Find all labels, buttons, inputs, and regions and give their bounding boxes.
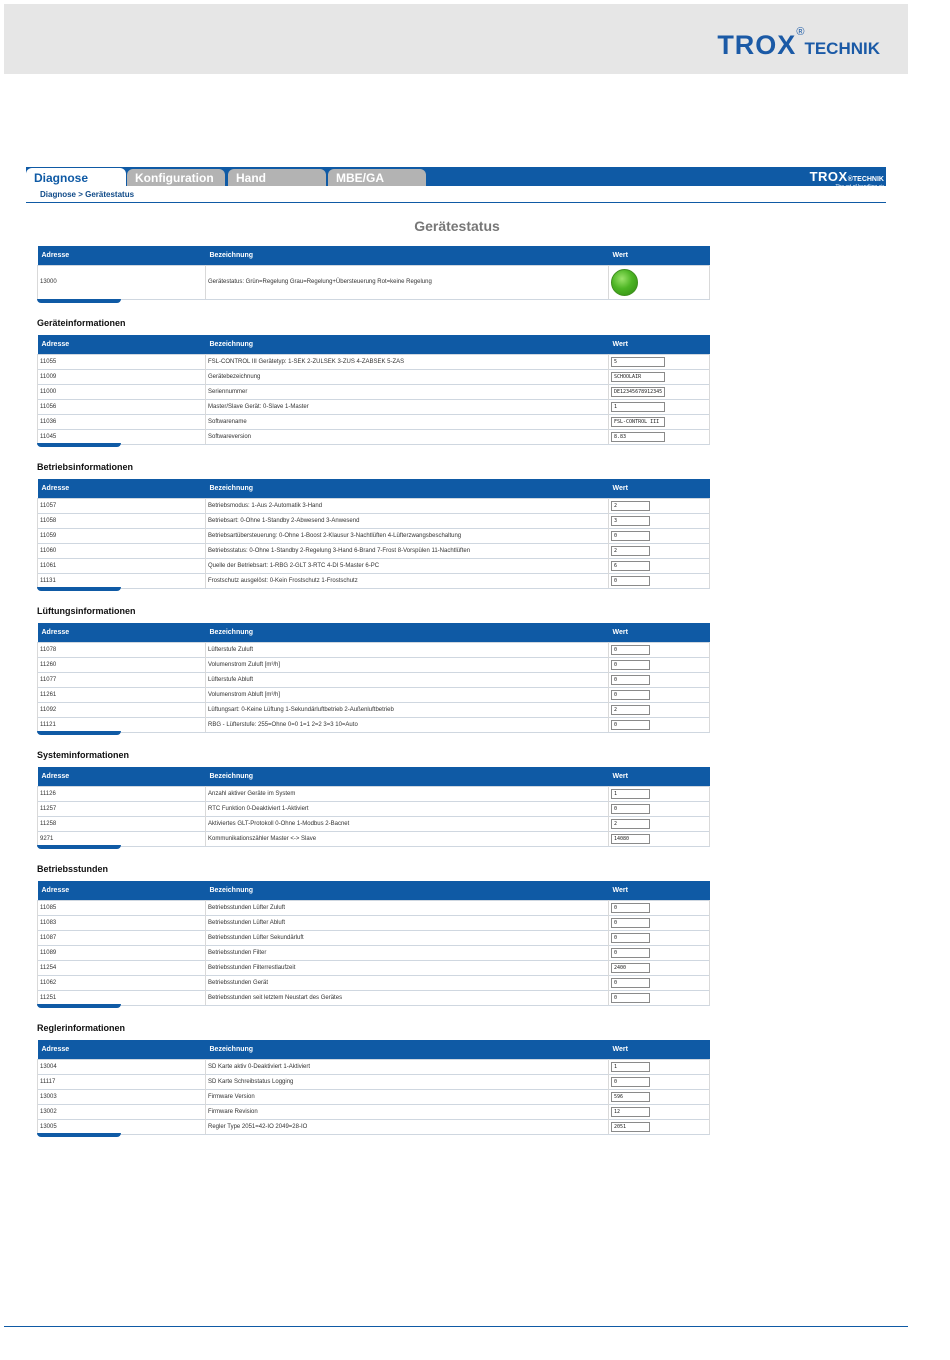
- table-row: [38, 528, 710, 543]
- column-header-address: Adresse: [38, 1040, 206, 1059]
- table-row: [38, 900, 710, 915]
- cell-description: Betriebsstunden seit letztem Neustart des Gerätes: [206, 990, 609, 1005]
- cell-value: [609, 1074, 710, 1089]
- cell-value: [609, 672, 710, 687]
- table-row: [38, 1074, 710, 1089]
- cell-address: 11089: [38, 945, 206, 960]
- column-header-description: Bezeichnung: [206, 335, 609, 354]
- cell-address: 11131: [38, 573, 206, 588]
- value-field[interactable]: 0: [611, 933, 650, 943]
- value-field[interactable]: 2: [611, 501, 650, 511]
- cell-description: Betriebsstunden Lüfter Zuluft: [206, 900, 609, 915]
- cell-address: 11254: [38, 960, 206, 975]
- cell-value: [609, 513, 710, 528]
- table-header-row: [38, 1040, 710, 1059]
- cell-address: 13003: [38, 1089, 206, 1104]
- cell-description: Volumenstrom Zuluft [m³/h]: [206, 657, 609, 672]
- column-header-value: Wert: [609, 881, 710, 900]
- tab-diagnose[interactable]: Diagnose: [26, 168, 126, 187]
- table-row: [38, 945, 710, 960]
- value-field[interactable]: 1: [611, 402, 665, 412]
- table-systeminformationen: [37, 767, 710, 847]
- table-reglerinformationen: [37, 1040, 710, 1135]
- cell-value: [609, 990, 710, 1005]
- cell-address: 11009: [38, 369, 206, 384]
- table-row: [38, 657, 710, 672]
- cell-value: [609, 717, 710, 732]
- cell-address: 11058: [38, 513, 206, 528]
- table-row: [38, 672, 710, 687]
- cell-value: [609, 687, 710, 702]
- column-header-description: Bezeichnung: [206, 479, 609, 498]
- table-geraeteinformationen: [37, 335, 710, 445]
- table-row: [38, 498, 710, 513]
- value-field[interactable]: 12: [611, 1107, 650, 1117]
- cell-value: [609, 915, 710, 930]
- table-row: [38, 642, 710, 657]
- cell-value: [609, 543, 710, 558]
- cell-address: 11087: [38, 930, 206, 945]
- value-field[interactable]: 1: [611, 1062, 650, 1072]
- cell-address: 11085: [38, 900, 206, 915]
- cell-value: [609, 399, 710, 414]
- table-row: [38, 816, 710, 831]
- cell-address: 11000: [38, 384, 206, 399]
- value-field[interactable]: 8.83: [611, 432, 665, 442]
- table-row: [38, 687, 710, 702]
- table-row: [38, 990, 710, 1005]
- cell-value: [609, 702, 710, 717]
- tab-bar-logo: TROX®TECHNIK The art of handling air: [809, 169, 884, 190]
- cell-address: 11121: [38, 717, 206, 732]
- section-title-systeminformationen: Systeminformationen: [37, 750, 130, 760]
- cell-value: [609, 369, 710, 384]
- cell-description: Aktiviertes GLT-Protokoll 0-Ohne 1-Modbus 2-Bacnet: [206, 816, 609, 831]
- cell-description: FSL-CONTROL III Gerätetyp: 1-SEK 2-ZULSEK 3-ZUS 4-ZABSEK 5-ZAS: [206, 354, 609, 369]
- cell-address: 11078: [38, 642, 206, 657]
- cell-description: Firmware Version: [206, 1089, 609, 1104]
- column-header-address: Adresse: [38, 246, 206, 265]
- value-field[interactable]: 6: [611, 561, 650, 571]
- cell-value: [609, 384, 710, 399]
- table-header-row: [38, 767, 710, 786]
- value-field[interactable]: 0: [611, 690, 650, 700]
- table-tab-marker: [37, 443, 121, 447]
- cell-address: 13004: [38, 1059, 206, 1074]
- table-row: [38, 960, 710, 975]
- cell-description: Softwareversion: [206, 429, 609, 444]
- value-field[interactable]: 2: [611, 705, 650, 715]
- cell-address: 11260: [38, 657, 206, 672]
- cell-address: 11056: [38, 399, 206, 414]
- table-row: [38, 513, 710, 528]
- column-header-description: Bezeichnung: [206, 1040, 609, 1059]
- value-field[interactable]: 0: [611, 1077, 650, 1087]
- value-field[interactable]: 5: [611, 357, 665, 367]
- cell-description: Lüftungsart: 0-Keine Lüftung 1-Sekundärluftbetrieb 2-Außenluftbetrieb: [206, 702, 609, 717]
- status-indicator-icon: [611, 269, 638, 296]
- cell-value: [609, 975, 710, 990]
- column-header-value: Wert: [609, 767, 710, 786]
- value-field[interactable]: 0: [611, 903, 650, 913]
- column-header-address: Adresse: [38, 767, 206, 786]
- cell-value: [609, 498, 710, 513]
- cell-address: 13002: [38, 1104, 206, 1119]
- table-row: [38, 702, 710, 717]
- table-row: [38, 930, 710, 945]
- table-row: [38, 801, 710, 816]
- cell-address: 13005: [38, 1119, 206, 1134]
- column-header-description: Bezeichnung: [206, 881, 609, 900]
- cell-value: [609, 558, 710, 573]
- cell-address: 13000: [38, 265, 206, 299]
- value-field[interactable]: 1: [611, 789, 650, 799]
- cell-description: Anzahl aktiver Geräte im System: [206, 786, 609, 801]
- column-header-address: Adresse: [38, 335, 206, 354]
- section-title-reglerinformationen: Reglerinformationen: [37, 1023, 126, 1033]
- tab-konfiguration[interactable]: Konfiguration: [127, 169, 225, 186]
- value-field[interactable]: 2051: [611, 1122, 650, 1132]
- table-row: [38, 558, 710, 573]
- cell-value: [609, 831, 710, 846]
- cell-value: [609, 265, 710, 299]
- column-header-address: Adresse: [38, 623, 206, 642]
- column-header-value: Wert: [609, 1040, 710, 1059]
- column-header-description: Bezeichnung: [206, 767, 609, 786]
- cell-value: [609, 816, 710, 831]
- table-row: [38, 831, 710, 846]
- cell-address: 11258: [38, 816, 206, 831]
- value-field[interactable]: 2: [611, 546, 650, 556]
- cell-address: 11092: [38, 702, 206, 717]
- table-tab-marker: [37, 845, 121, 849]
- column-header-value: Wert: [609, 623, 710, 642]
- cell-description: Lüfterstufe Zuluft: [206, 642, 609, 657]
- tab-hand-steuerung[interactable]: Hand Steuerung: [228, 169, 326, 186]
- value-field[interactable]: 14080: [611, 834, 650, 844]
- table-betriebsinformationen: [37, 479, 710, 589]
- cell-description: Firmware Revision: [206, 1104, 609, 1119]
- cell-value: [609, 528, 710, 543]
- table-tab-marker: [37, 299, 121, 303]
- table-row: [38, 414, 710, 429]
- cell-value: [609, 414, 710, 429]
- cell-value: [609, 1089, 710, 1104]
- value-field[interactable]: 0: [611, 660, 650, 670]
- cell-address: 11251: [38, 990, 206, 1005]
- table-tab-marker: [37, 587, 121, 591]
- table-row: [38, 1059, 710, 1074]
- cell-value: [609, 900, 710, 915]
- cell-value: [609, 801, 710, 816]
- cell-description: Betriebsstunden Lüfter Abluft: [206, 915, 609, 930]
- table-row: [38, 1089, 710, 1104]
- table-header-row: [38, 335, 710, 354]
- cell-description: SD Karte aktiv 0-Deaktiviert 1-Aktiviert: [206, 1059, 609, 1074]
- cell-address: 11060: [38, 543, 206, 558]
- value-field[interactable]: 0: [611, 531, 650, 541]
- cell-description: Gerätebezeichnung: [206, 369, 609, 384]
- cell-description: Betriebsstunden Gerät: [206, 975, 609, 990]
- status-table: [37, 246, 710, 300]
- cell-value: [609, 642, 710, 657]
- value-field[interactable]: 0: [611, 948, 650, 958]
- cell-address: 11055: [38, 354, 206, 369]
- cell-description: RTC Funktion 0-Deaktiviert 1-Aktiviert: [206, 801, 609, 816]
- cell-value: [609, 1119, 710, 1134]
- section-title-betriebsstunden: Betriebsstunden: [37, 864, 109, 874]
- cell-value: [609, 657, 710, 672]
- table-tab-marker: [37, 1133, 121, 1137]
- cell-address: 11045: [38, 429, 206, 444]
- page-title: Gerätestatus: [414, 218, 500, 234]
- cell-value: [609, 930, 710, 945]
- table-row: [38, 786, 710, 801]
- cell-address: 11062: [38, 975, 206, 990]
- cell-address: 9271: [38, 831, 206, 846]
- table-tab-marker: [37, 1004, 121, 1008]
- value-field[interactable]: DE12345678912345: [611, 387, 665, 397]
- value-field[interactable]: 0: [611, 576, 650, 586]
- cell-value: [609, 945, 710, 960]
- breadcrumb[interactable]: Diagnose > Gerätestatus: [40, 190, 135, 199]
- cell-description: Betriebsstunden Filterrestlaufzeit: [206, 960, 609, 975]
- cell-description: Regler Type 2051=42-IO 2049=28-IO: [206, 1119, 609, 1134]
- table-header-row: [38, 623, 710, 642]
- cell-description: Betriebsstunden Filter: [206, 945, 609, 960]
- cell-address: 11077: [38, 672, 206, 687]
- value-field[interactable]: 0: [611, 918, 650, 928]
- column-header-value: Wert: [609, 335, 710, 354]
- value-field[interactable]: 596: [611, 1092, 650, 1102]
- table-header-row: [38, 881, 710, 900]
- column-header-description: Bezeichnung: [206, 623, 609, 642]
- cell-value: [609, 1104, 710, 1119]
- table-row: [38, 429, 710, 444]
- column-header-value: Wert: [609, 246, 710, 265]
- cell-description: RBG - Lüfterstufe: 255=Ohne 0=0 1=1 2=2 3=3 10=Auto: [206, 717, 609, 732]
- cell-value: [609, 429, 710, 444]
- table-row: [38, 369, 710, 384]
- table-header-row: [38, 479, 710, 498]
- cell-description: Betriebsstatus: 0-Ohne 1-Standby 2-Regelung 3-Hand 6-Brand 7-Frost 8-Vorspülen 11-Nachtlüften: [206, 543, 609, 558]
- section-title-betriebsinformationen: Betriebsinformationen: [37, 462, 134, 472]
- table-tab-marker: [37, 731, 121, 735]
- column-header-address: Adresse: [38, 881, 206, 900]
- table-row: [38, 915, 710, 930]
- cell-address: 11257: [38, 801, 206, 816]
- cell-description: Volumenstrom Abluft [m³/h]: [206, 687, 609, 702]
- table-lueftungsinformationen: [37, 623, 710, 733]
- cell-description: Betriebsartübersteuerung: 0-Ohne 1-Boost 2-Klausur 3-Nachtlüften 4-Lüfterzwangsbeschaltung: [206, 528, 609, 543]
- cell-description: Frostschutz ausgelöst: 0-Kein Frostschutz 1-Frostschutz: [206, 573, 609, 588]
- cell-address: 11117: [38, 1074, 206, 1089]
- table-row: [38, 384, 710, 399]
- cell-description: Lüfterstufe Abluft: [206, 672, 609, 687]
- cell-description: Gerätestatus: Grün=Regelung Grau=Regelung+Übersteuerung Rot=keine Regelung: [206, 265, 609, 299]
- column-header-address: Adresse: [38, 479, 206, 498]
- cell-description: Betriebsmodus: 1-Aus 2-Automatik 3-Hand: [206, 498, 609, 513]
- value-field[interactable]: 3: [611, 516, 650, 526]
- section-title-lueftungsinformationen: Lüftungsinformationen: [37, 606, 136, 616]
- cell-description: Betriebsstunden Lüfter Sekundärluft: [206, 930, 609, 945]
- value-field[interactable]: 0: [611, 675, 650, 685]
- cell-address: 11057: [38, 498, 206, 513]
- table-row: [38, 1119, 710, 1134]
- cell-value: [609, 354, 710, 369]
- cell-value: [609, 1059, 710, 1074]
- value-field[interactable]: 0: [611, 804, 650, 814]
- table-row: [38, 265, 710, 299]
- value-field[interactable]: 2: [611, 819, 650, 829]
- cell-value: [609, 786, 710, 801]
- value-field[interactable]: 2400: [611, 963, 650, 973]
- value-field[interactable]: 0: [611, 720, 650, 730]
- document-header: [4, 4, 908, 74]
- table-row: [38, 399, 710, 414]
- cell-description: Softwarename: [206, 414, 609, 429]
- table-row: [38, 354, 710, 369]
- cell-address: 11061: [38, 558, 206, 573]
- section-title-geraeteinformationen: Geräteinformationen: [37, 318, 126, 328]
- column-header-description: Bezeichnung: [206, 246, 609, 265]
- cell-address: 11059: [38, 528, 206, 543]
- cell-description: Kommunikationszähler Master <-> Slave: [206, 831, 609, 846]
- cell-description: Quelle der Betriebsart: 1-RBG 2-GLT 3-RTC 4-DI 5-Master 6-PC: [206, 558, 609, 573]
- value-field[interactable]: SCHOOLAIR: [611, 372, 665, 382]
- table-row: [38, 543, 710, 558]
- table-row: [38, 1104, 710, 1119]
- cell-description: Seriennummer: [206, 384, 609, 399]
- tab-mbe-ga[interactable]: MBE/GA: [328, 169, 426, 186]
- cell-description: Betriebsart: 0-Ohne 1-Standby 2-Abwesend 3-Anwesend: [206, 513, 609, 528]
- cell-address: 11261: [38, 687, 206, 702]
- value-field[interactable]: 0: [611, 978, 650, 988]
- cell-address: 11083: [38, 915, 206, 930]
- breadcrumb-divider: [26, 202, 886, 203]
- table-betriebsstunden: [37, 881, 710, 1006]
- value-field[interactable]: FSL-CONTROL III: [611, 417, 665, 427]
- column-header-value: Wert: [609, 479, 710, 498]
- cell-address: 11036: [38, 414, 206, 429]
- table-row: [38, 573, 710, 588]
- table-row: [38, 975, 710, 990]
- cell-address: 11126: [38, 786, 206, 801]
- cell-description: SD Karte Schreibstatus Logging: [206, 1074, 609, 1089]
- cell-description: Master/Slave Gerät: 0-Slave 1-Master: [206, 399, 609, 414]
- table-row: [38, 717, 710, 732]
- value-field[interactable]: 0: [611, 993, 650, 1003]
- footer-divider: [4, 1326, 908, 1327]
- table-header-row: [38, 246, 710, 265]
- trox-logo: TROX®TECHNIK: [717, 26, 880, 60]
- value-field[interactable]: 0: [611, 645, 650, 655]
- cell-value: [609, 960, 710, 975]
- cell-value: [609, 573, 710, 588]
